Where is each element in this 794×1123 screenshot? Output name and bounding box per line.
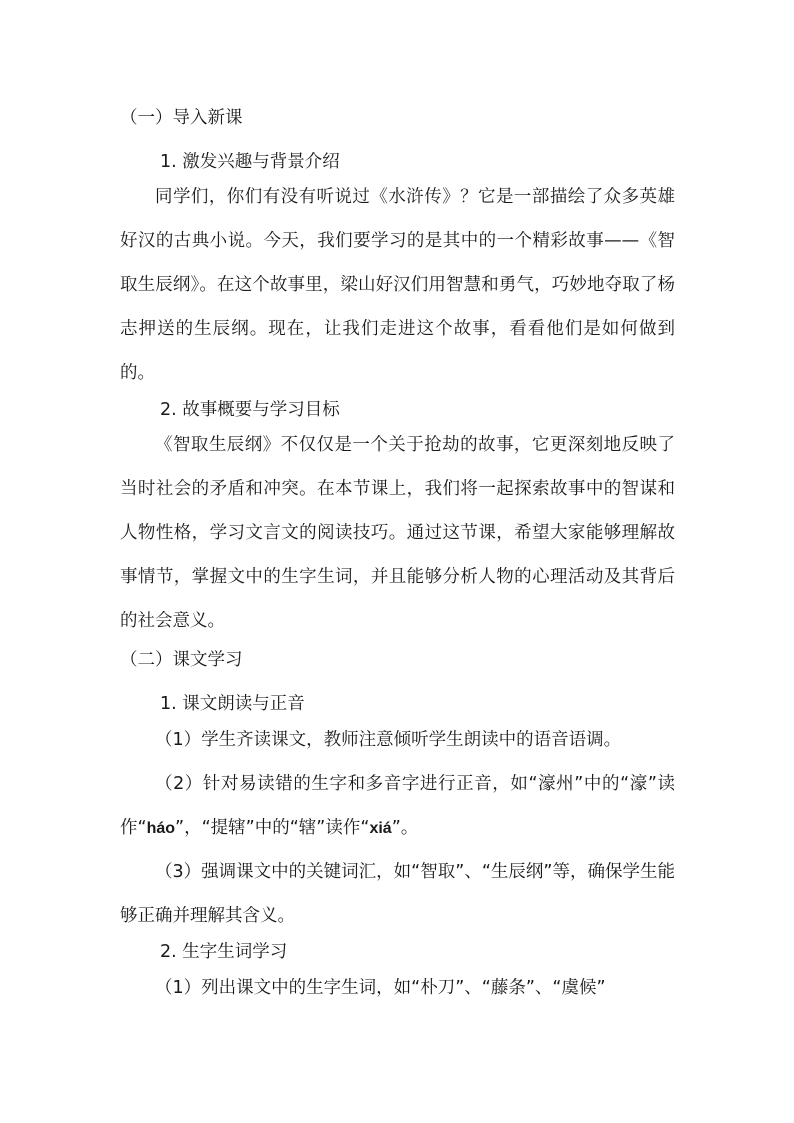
list-item-text: （2）针对易读错的生字和多音字进行正音，如“濠州”中的“濠”读作“ <box>120 774 675 838</box>
pinyin-text: xiá <box>369 820 392 837</box>
list-item: （1）学生齐读课文，教师注意倾听学生朗读中的语音语调。 <box>155 730 622 750</box>
list-item: （3）强调课文中的关键词汇，如“智取”、“生辰纲”等，确保学生能够正确并理解其含义。 <box>120 862 675 926</box>
pinyin-text: háo <box>146 820 176 837</box>
list-item-text: ”。 <box>391 818 419 838</box>
list-item-text: ”，“提辖”中的“辖”读作“ <box>175 818 370 838</box>
subsection-title: 1. 课文朗读与正音 <box>160 694 305 714</box>
list-item: （1）列出课文中的生字生词，如“朴刀”、“藤条”、“虞候” <box>155 978 606 998</box>
subsection-title: 2. 故事概要与学习目标 <box>160 400 340 420</box>
section-heading: （二）课文学习 <box>120 650 243 670</box>
subsection-title: 1. 激发兴趣与背景介绍 <box>160 152 340 172</box>
paragraph: 《智取生辰纲》不仅仅是一个关于抢劫的故事，它更深刻地反映了当时社会的矛盾和冲突。在本节课上，我们将一起探索故事中的智谋和人物性格，学习文言文的阅读技巧。通过这节课，希望大家能够理解故事情节，掌握文中的生字生词，并且能够分析人物的心理活动及其背后的社会意义。 <box>120 435 675 631</box>
paragraph: 同学们，你们有没有听说过《水浒传》？它是一部描绘了众多英雄好汉的古典小说。今天，我们要学习的是其中的一个精彩故事——《智取生辰纲》。在这个故事里，梁山好汉们用智慧和勇气，巧妙地夺取了杨志押送的生辰纲。现在，让我们走进这个故事，看看他们是如何做到的。 <box>120 187 675 383</box>
list-item <box>120 762 675 851</box>
subsection-title: 2. 生字生词学习 <box>160 942 288 962</box>
section-heading: （一）导入新课 <box>120 108 243 128</box>
